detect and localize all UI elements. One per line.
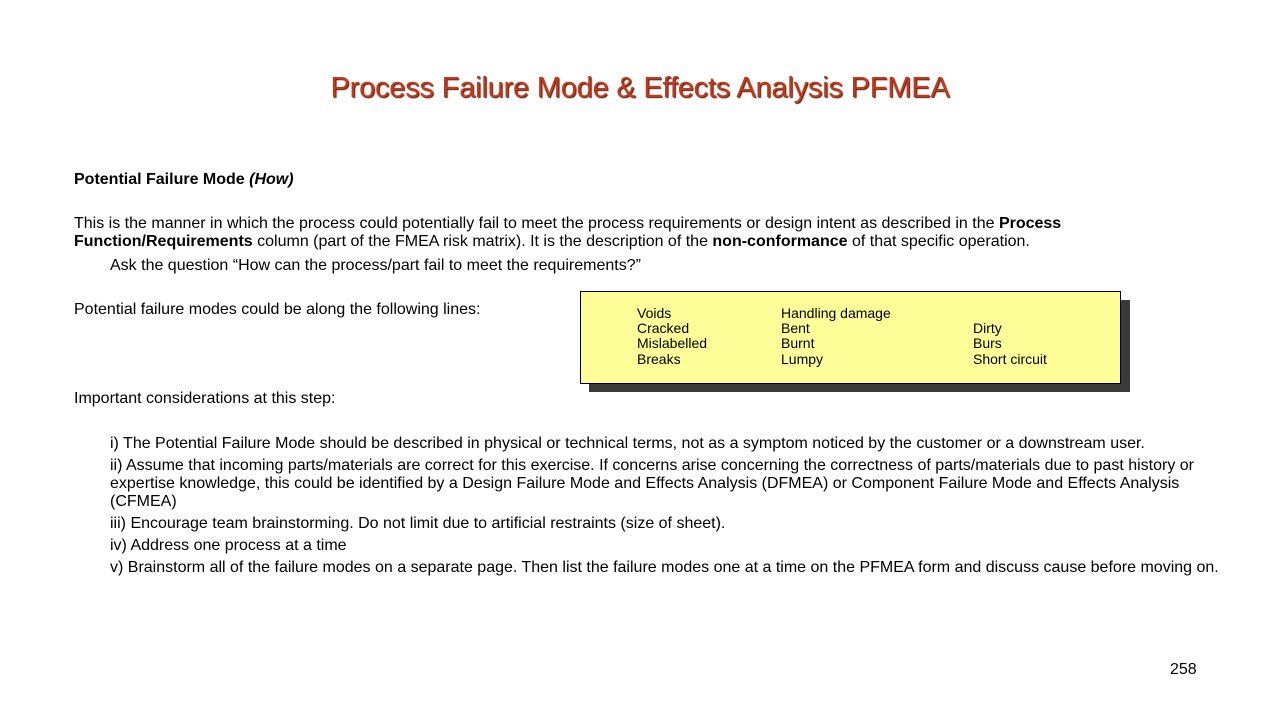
intro-bold-2: non-conformance xyxy=(712,233,848,250)
failure-mode-item: Lumpy xyxy=(781,351,824,367)
considerations-list xyxy=(110,435,1240,581)
failure-mode-item: Dirty xyxy=(973,320,1002,336)
consideration-item: i) The Potential Failure Mode should be described in physical or technical terms, not as a symptom noticed by the customer or a downstream user. xyxy=(110,435,1145,452)
failure-mode-item: Voids xyxy=(637,305,672,321)
consideration-item: v) Brainstorm all of the failure modes on a separate page. Then list the failure modes one at a time on the PFMEA form and discuss cause before moving on. xyxy=(110,559,1219,576)
section-heading xyxy=(74,171,294,189)
intro-bold-1: Process Function/Requirements xyxy=(74,215,1062,250)
failure-mode-item: Breaks xyxy=(637,351,681,367)
intro-text-2: column (part of the FMEA risk matrix). It is the description of the xyxy=(252,233,713,250)
failure-mode-item: Cracked xyxy=(637,320,690,336)
consideration-item: ii) Assume that incoming parts/materials are correct for this exercise. If concerns arise concerning the correctness of parts/materials due to past history or expertise knowledge, this could be identified by a Design Failure Mode and Effects Analysis (DFMEA) or Component Failure Mode and Effects Analysis (CFMEA) xyxy=(110,457,1195,510)
considerations-label: Important considerations at this step: xyxy=(74,390,336,407)
failure-modes-box xyxy=(580,291,1121,384)
section-heading-text: Potential Failure Mode xyxy=(74,171,245,188)
failure-mode-item: Short circuit xyxy=(973,351,1047,367)
intro-text-1: This is the manner in which the process could potentially fail to meet the process requirements or design intent as described in the xyxy=(74,215,999,232)
page-number: 258 xyxy=(1170,661,1197,678)
consideration-item: iv) Address one process at a time xyxy=(110,537,347,554)
page-title: Process Failure Mode & Effects Analysis PFMEA xyxy=(330,72,950,104)
intro-paragraph xyxy=(74,215,1244,251)
failure-modes-label: Potential failure modes could be along the following lines: xyxy=(74,301,481,318)
intro-text-3: of that specific operation. xyxy=(847,233,1030,250)
failure-mode-item: Bent xyxy=(781,320,810,336)
failure-mode-item: Mislabelled xyxy=(637,335,708,351)
failure-mode-item: Burnt xyxy=(781,335,815,351)
section-heading-suffix: (How) xyxy=(249,171,294,188)
failure-mode-item: Handling damage xyxy=(781,305,891,321)
question-text: Ask the question “How can the process/part fail to meet the requirements?” xyxy=(110,257,641,274)
failure-mode-item: Burs xyxy=(973,335,1002,351)
consideration-item: iii) Encourage team brainstorming. Do not limit due to artificial restraints (size of sheet). xyxy=(110,515,726,532)
